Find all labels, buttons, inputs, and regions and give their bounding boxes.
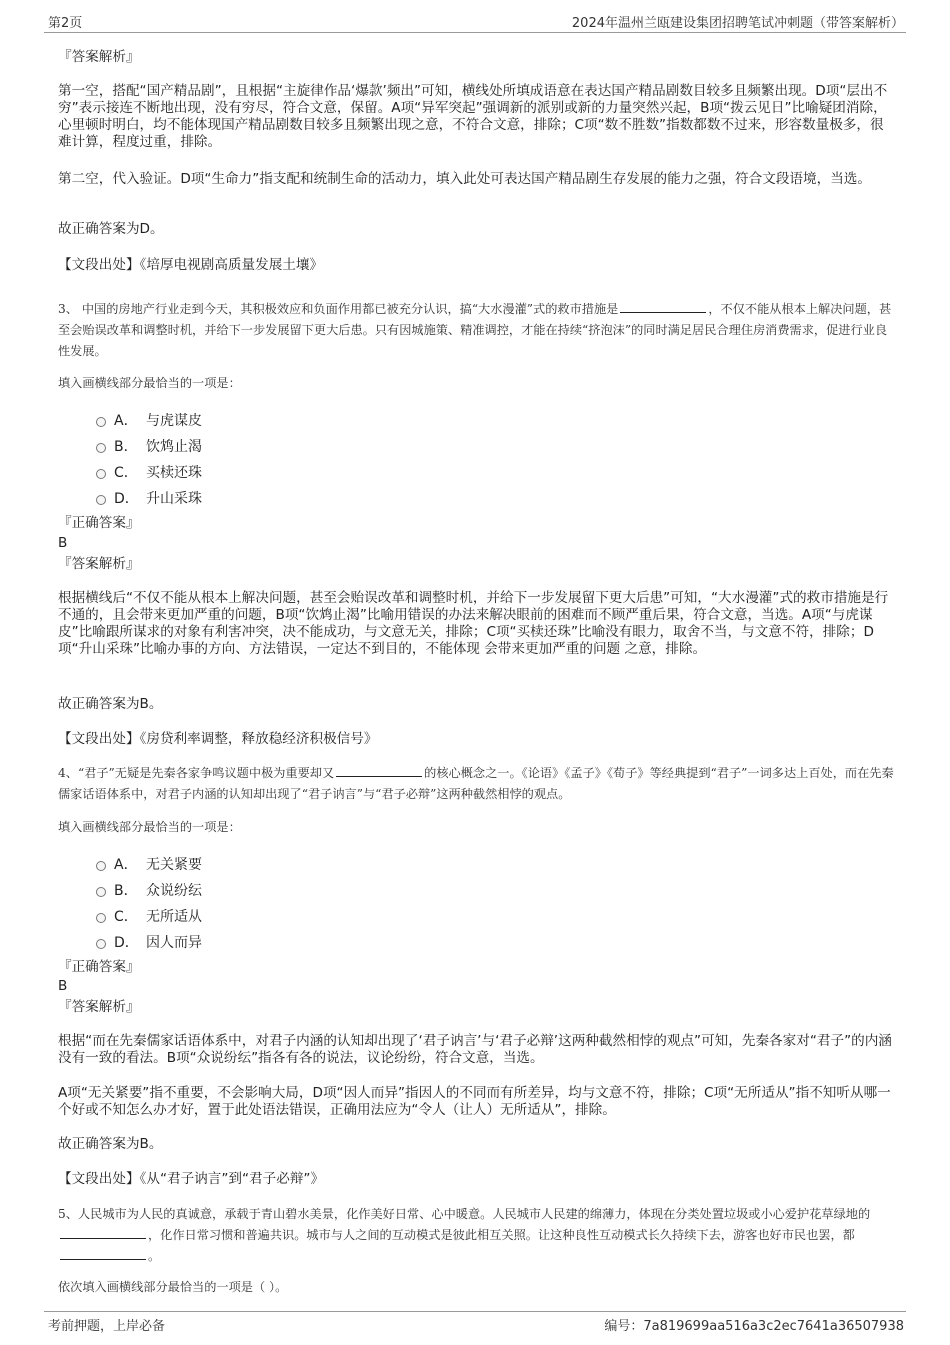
q3-correct-label: 『正确答案』 [58, 515, 140, 531]
q4-correct-label: 『正确答案』 [58, 959, 140, 975]
q5-stem-part-2: ，化作日常习惯和普遍共识。城市与人之间的互动模式是彼此相互关照。让这种良性互动模式长久持续下去，游客也好市民也罢，都 [148, 1228, 855, 1242]
q3-option-text: 升山采珠 [146, 491, 202, 507]
q4-option-letter: B． [114, 883, 138, 899]
q2-conclusion: 故正确答案为D。 [58, 221, 164, 237]
q4-option-text: 因人而异 [146, 935, 202, 951]
q4-analysis-paragraph-1: 根据“而在先秦儒家话语体系中，对君子内涵的认知却出现了‘君子讷言’与‘君子必辩’这两种截然相悖的观点”可知，先秦各家对“君子”的内涵没有一致的看法。B项“众说纷纭”指各有各的说法，议论纷纷，符合文意，当选。 [58, 1033, 892, 1066]
q3-prompt: 填入画横线部分最恰当的一项是： [58, 376, 241, 390]
q2-analysis-paragraph-1: 第一空，搭配“国产精品剧”，且根据“主旋律作品‘爆款’频出”可知，横线处所填成语意在表达国产精品剧数目较多且频繁出现。D项“层出不穷”表示接连不断地出现，没有穷尽，符合文意，保留。A项“异军突起”强调新的派别或新的力量突然兴起，B项“拨云见日”比喻疑团消除，心里顿时明白，均不能体现国产精品剧数目较多且频繁出现之意，不符合文意，排除；C项“数不胜数”指数都数不过来，形容数量极多，很难计算，程度过重，排除。 [58, 83, 888, 150]
q5-answer-blank-1 [60, 1226, 146, 1239]
radio-icon[interactable] [96, 443, 106, 453]
q2-analysis-paragraph-2: 第二空，代入验证。D项“生命力”指支配和统制生命的活动力，填入此处可表达国产精品剧生存发展的能力之强，符合文段语境，当选。 [58, 171, 871, 187]
header-divider [44, 32, 906, 33]
q4-option-letter: D． [114, 935, 139, 951]
q4-analysis-label: 『答案解析』 [58, 999, 140, 1015]
q5-answer-blank-2 [60, 1247, 146, 1260]
q4-option-letter: C． [114, 909, 138, 925]
q4-option-text: 无关紧要 [146, 857, 202, 873]
q4-option-text: 无所适从 [146, 909, 202, 925]
q4-analysis-paragraph-2: A项“无关紧要”指不重要，不会影响大局，D项“因人而异”指因人的不同而有所差异，均与文意不符，排除；C项“无所适从”指不知听从哪一个好或不知怎么办才好，置于此处语法错误，正确用法应为“令人（让人）无所适从”，排除。 [58, 1085, 891, 1118]
q3-source: 【文段出处】《房贷利率调整，释放稳经济积极信号》 [58, 731, 378, 747]
q4-conclusion: 故正确答案为B。 [58, 1136, 163, 1152]
q3-answer-blank [620, 300, 706, 313]
q3-stem-after: ，不仅不能从根本上解决问题，甚至会贻误改革和调整时机，并给下一步发展留下更大后患。只有因城施策、精准调控，才能在持续“挤泡沫”的同时满足居民合理住房消费需求，促进行业良性发展。 [58, 302, 892, 358]
q3-option-letter: B． [114, 439, 138, 455]
q5-stem [58, 1204, 898, 1267]
q3-option-text: 买椟还珠 [146, 465, 202, 481]
q3-stem [58, 299, 898, 362]
q3-stem-before: 3、 中国的房地产行业走到今天，其积极效应和负面作用都已被充分认识，搞“大水漫灌”式的救市措施是 [58, 302, 619, 316]
q3-analysis-label: 『答案解析』 [58, 556, 140, 572]
q3-option-text: 与虎谋皮 [146, 413, 202, 429]
q2-analysis-label: 『答案解析』 [58, 49, 140, 65]
radio-icon[interactable] [96, 913, 106, 923]
q4-option-text: 众说纷纭 [146, 883, 202, 899]
q4-stem [58, 763, 898, 805]
footer-code-value: 7a819699aa516a3c2ec7641a36507938 [643, 1319, 904, 1334]
q4-option-letter: A． [114, 857, 138, 873]
radio-icon[interactable] [96, 417, 106, 427]
q3-option-letter: C． [114, 465, 138, 481]
q2-source: 【文段出处】《培厚电视剧高质量发展土壤》 [58, 257, 324, 273]
q4-source: 【文段出处】《从“君子讷言”到“君子必辩”》 [58, 1171, 325, 1187]
q4-stem-before: 4、“君子”无疑是先秦各家争鸣议题中极为重要却又 [58, 766, 335, 780]
q3-option-letter: A． [114, 413, 138, 429]
radio-icon[interactable] [96, 887, 106, 897]
q4-answer-blank [336, 764, 422, 777]
q4-prompt: 填入画横线部分最恰当的一项是： [58, 820, 241, 834]
footer-divider [44, 1311, 906, 1312]
q4-correct-answer: B [58, 978, 68, 994]
q5-stem-part-1: 5、人民城市为人民的真诚意，承载于青山碧水美景，化作美好日常、心中暖意。人民城市人民建的绵薄力，体现在分类处置垃圾或小心爱护花草绿地的 [58, 1207, 871, 1221]
q3-correct-answer: B [58, 535, 68, 551]
radio-icon[interactable] [96, 495, 106, 505]
q3-conclusion: 故正确答案为B。 [58, 696, 163, 712]
q3-analysis: 根据横线后“不仅不能从根本上解决问题，甚至会贻误改革和调整时机，并给下一步发展留下更大后患”可知，“大水漫灌”式的救市措施是行不通的，且会带来更加严重的问题，B项“饮鸩止渴”比喻用错误的办法来解决眼前的困难而不顾严重后果，符合文意，当选。A项“与虎谋皮”比喻跟所谋求的对象有利害冲突，决不能成功，与文意无关，排除；C项“买椟还珠”比喻没有眼力，取舍不当，与文意不符，排除；D项“升山采珠”比喻办事的方向、方法错误，一定达不到目的，不能体现 会带来更加严重的问题 之意，排除。 [58, 590, 889, 657]
radio-icon[interactable] [96, 861, 106, 871]
q3-option-letter: D． [114, 491, 139, 507]
q5-prompt: 依次填入画横线部分最恰当的一项是（ ）。 [58, 1280, 288, 1294]
radio-icon[interactable] [96, 469, 106, 479]
page-number: 第2页 [48, 16, 83, 31]
q4-stem-after: 的核心概念之一。《论语》《孟子》《荀子》等经典提到“君子”一词多达上百处，而在先秦儒家话语体系中，对君子内涵的认知却出现了“君子讷言”与“君子必辩”这两种截然相悖的观点。 [58, 766, 894, 801]
q3-option-text: 饮鸩止渴 [146, 439, 202, 455]
radio-icon[interactable] [96, 939, 106, 949]
footer-slogan: 考前押题，上岸必备 [48, 1319, 166, 1334]
document-title: 2024年温州兰瓯建设集团招聘笔试冲刺题（带答案解析） [571, 16, 904, 31]
q5-stem-part-3: 。 [148, 1249, 161, 1263]
footer-code [604, 1315, 904, 1334]
footer-code-label: 编号： [604, 1319, 644, 1334]
